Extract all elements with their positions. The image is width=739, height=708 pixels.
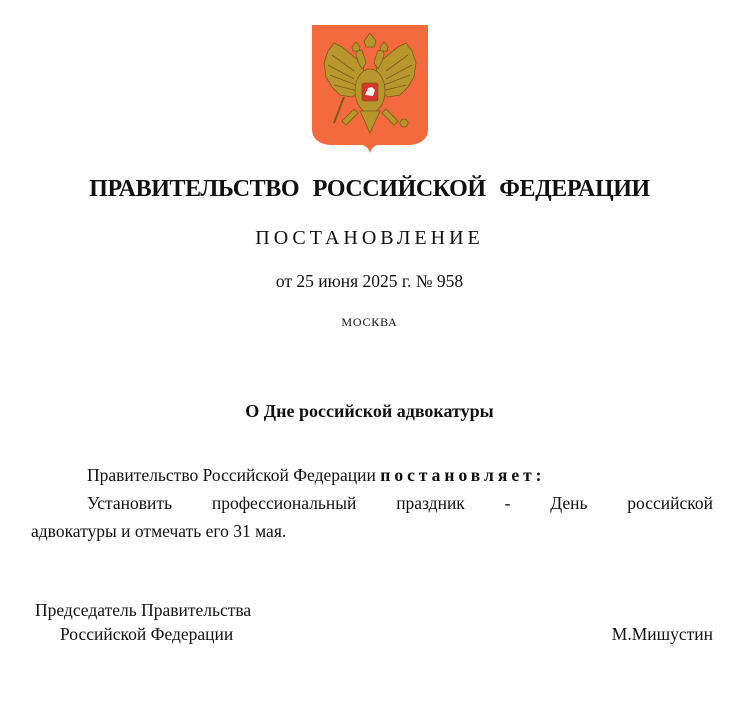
document-subject: О Дне российской адвокатуры bbox=[245, 401, 494, 421]
document-date-number: от 25 июня 2025 г. № 958 bbox=[275, 271, 464, 291]
document-type: ПОСТАНОВЛЕНИЕ bbox=[255, 227, 484, 249]
paragraph-decree-lead: Правительство Российской Федерации bbox=[87, 465, 381, 485]
paragraph-establish-line-2: адвокатуры и отмечать его 31 мая. bbox=[31, 521, 287, 541]
document-city: МОСКВА bbox=[341, 315, 398, 329]
paragraph-decree-verb: постановляет: bbox=[380, 465, 546, 485]
signatory-position-line-1: Председатель Правительства bbox=[35, 600, 252, 620]
signatory-name: М.Мишустин bbox=[611, 624, 713, 644]
signatory-position-line-2: Российской Федерации bbox=[60, 624, 234, 644]
paragraph-decree bbox=[87, 465, 546, 486]
russian-coat-of-arms-icon bbox=[312, 25, 428, 155]
paragraph-establish-line-1: Установить профессиональный праздник - День российской bbox=[87, 493, 713, 513]
government-title: ПРАВИТЕЛЬСТВО РОССИЙСКОЙ ФЕДЕРАЦИИ bbox=[89, 176, 650, 202]
